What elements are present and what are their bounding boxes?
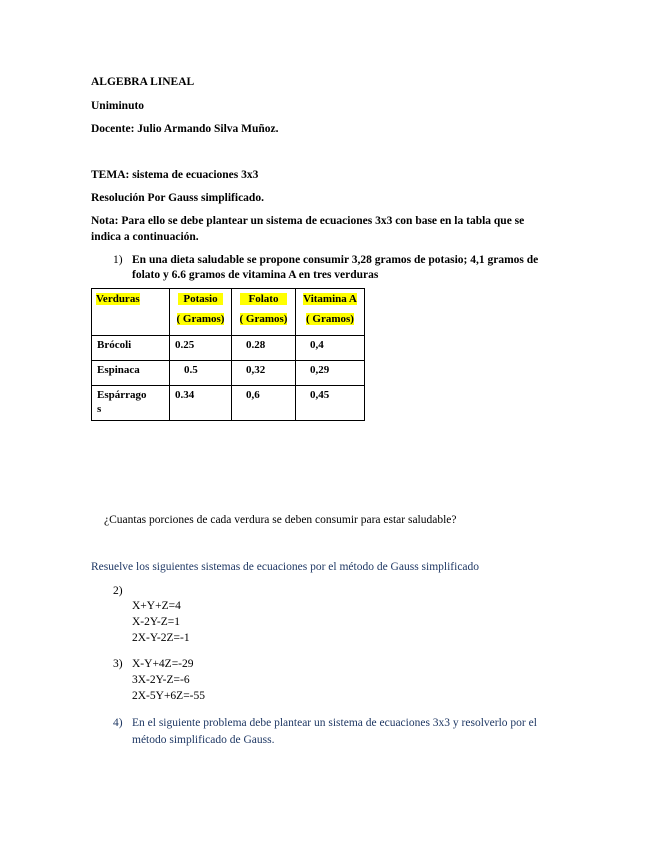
system-2-number: 2)	[113, 585, 123, 597]
row-potasio: 0.5	[184, 364, 198, 376]
teacher-name: Docente: Julio Armando Silva Muñoz.	[91, 123, 279, 135]
row-name: Brócoli	[97, 339, 132, 351]
instruction-text: Resuelve los siguientes sistemas de ecuaciones por el método de Gauss simplificado	[91, 561, 480, 573]
equation: 2X-Y-2Z=-1	[132, 632, 190, 644]
equation: X+Y+Z=4	[132, 600, 181, 612]
problem-4-number: 4)	[113, 717, 123, 729]
institution-name: Uniminuto	[91, 100, 145, 112]
problem-1-line-2: folato y 6.6 gramos de vitamina A en tres verduras	[132, 269, 379, 281]
row-name: Espinaca	[97, 364, 140, 376]
row-folato: 0.28	[246, 339, 266, 351]
header-folato-unit: ( Gramos)	[239, 313, 288, 325]
equation: 3X-2Y-Z=-6	[132, 674, 190, 686]
row-vitamina: 0,29	[310, 364, 330, 376]
system-3-equations	[132, 656, 205, 704]
header-cell-verduras	[92, 289, 170, 336]
header-potasio: Potasio	[178, 293, 223, 305]
header-verduras: Verduras	[96, 293, 140, 305]
row-potasio: 0.25	[175, 339, 195, 351]
header-cell-folato	[232, 289, 296, 336]
row-folato: 0,6	[246, 389, 260, 401]
table-row	[92, 386, 365, 421]
equation: 2X-5Y+6Z=-55	[132, 690, 206, 702]
header-cell-vitamina	[296, 289, 365, 336]
vegetable-nutrient-table	[91, 288, 365, 421]
problem-4-line-1: En el siguiente problema debe plantear un sistema de ecuaciones 3x3 y resolverlo por el	[132, 717, 537, 729]
note-line-1: Nota: Para ello se debe plantear un sistema de ecuaciones 3x3 con base en la tabla que se	[91, 215, 525, 227]
row-potasio: 0.34	[175, 389, 195, 401]
header-folato: Folato	[240, 293, 286, 305]
problem-1-number: 1)	[113, 254, 123, 266]
system-3-number: 3)	[113, 658, 123, 670]
equation: X-2Y-Z=1	[132, 616, 181, 628]
problem-4-line-2: método simplificado de Gauss.	[132, 734, 275, 746]
table-header-row	[92, 289, 365, 336]
row-folato: 0,32	[246, 364, 266, 376]
note-line-2: indica a continuación.	[91, 231, 199, 243]
question-text: ¿Cuantas porciones de cada verdura se deben consumir para estar saludable?	[104, 514, 457, 526]
row-vitamina: 0,45	[310, 389, 330, 401]
row-vitamina: 0,4	[310, 339, 324, 351]
header-potasio-unit: ( Gramos)	[176, 313, 225, 325]
header-vitamina: Vitamina A	[303, 293, 357, 305]
header-vitamina-unit: ( Gramos)	[306, 313, 354, 325]
method-line: Resolución Por Gauss simplificado.	[91, 192, 264, 204]
topic-line: TEMA: sistema de ecuaciones 3x3	[91, 169, 259, 181]
table-row	[92, 336, 365, 361]
equation: X-Y+4Z=-29	[132, 658, 194, 670]
header-cell-potasio	[170, 289, 232, 336]
system-2-equations	[132, 598, 190, 646]
row-name: Espárrago s	[97, 389, 147, 415]
table-row	[92, 361, 365, 386]
course-title: ALGEBRA LINEAL	[91, 76, 195, 88]
problem-1-line-1: En una dieta saludable se propone consumir 3,28 gramos de potasio; 4,1 gramos de	[132, 254, 539, 266]
